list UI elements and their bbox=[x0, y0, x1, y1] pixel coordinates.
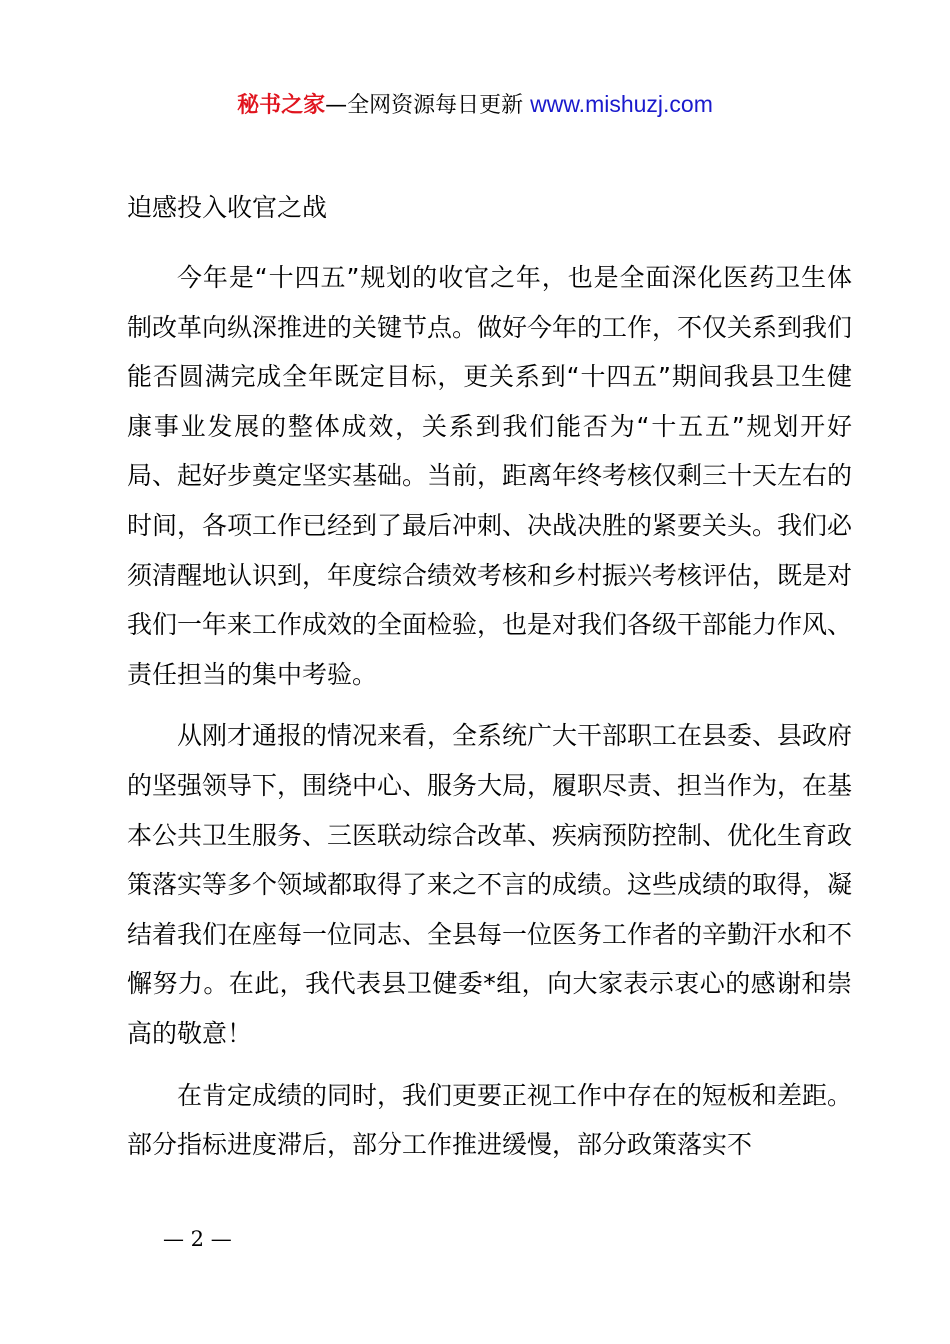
site-url-link[interactable]: www.mishuzj.com bbox=[530, 91, 713, 117]
page-number: — 2 — bbox=[163, 1227, 232, 1251]
section-title: 迫感投入收官之战 bbox=[127, 193, 328, 222]
brand-name: 秘书之家 bbox=[237, 93, 326, 118]
paragraph-3: 在肯定成绩的同时，我们更要正视工作中存在的短板和差距。部分指标进度滞后，部分工作推进缓慢，部分政策落实不 bbox=[127, 1080, 853, 1160]
paragraph-2: 从刚才通报的情况来看，全系统广大干部职工在县委、县政府的坚强领导下，围绕中心、服务大局，履职尽责、担当作为，在基本公共卫生服务、三医联动综合改革、疾病预防控制、优化生育政策落实等多个领域都取得了来之不言的成绩。这些成绩的取得，凝结着我们在座每一位同志、全县每一位医务工作者的辛勤汗水和不懈努力。在此，我代表县卫健委*组，向大家表示衷心的感谢和崇高的敬意！ bbox=[127, 721, 853, 1048]
header-tagline: —全网资源每日更新 bbox=[325, 93, 531, 118]
paragraph-1: 今年是“十四五”规划的收官之年，也是全面深化医药卫生体制改革向纵深推进的关键节点。做好今年的工作，不仅关系到我们能否圆满完成全年既定目标，更关系到“十四五”期间我县卫生健康事业发展的整体成效，关系到我们能否为“十五五”规划开好局、起好步奠定坚实基础。当前，距离年终考核仅剩三十天左右的时间，各项工作已经到了最后冲刺、决战决胜的紧要关头。我们必须清醒地认识到，年度综合绩效考核和乡村振兴考核评估，既是对我们一年来工作成效的全面检验，也是对我们各级干部能力作风、责任担当的集中考验。 bbox=[127, 263, 853, 689]
document-body bbox=[127, 188, 852, 1182]
site-header bbox=[0, 86, 950, 124]
